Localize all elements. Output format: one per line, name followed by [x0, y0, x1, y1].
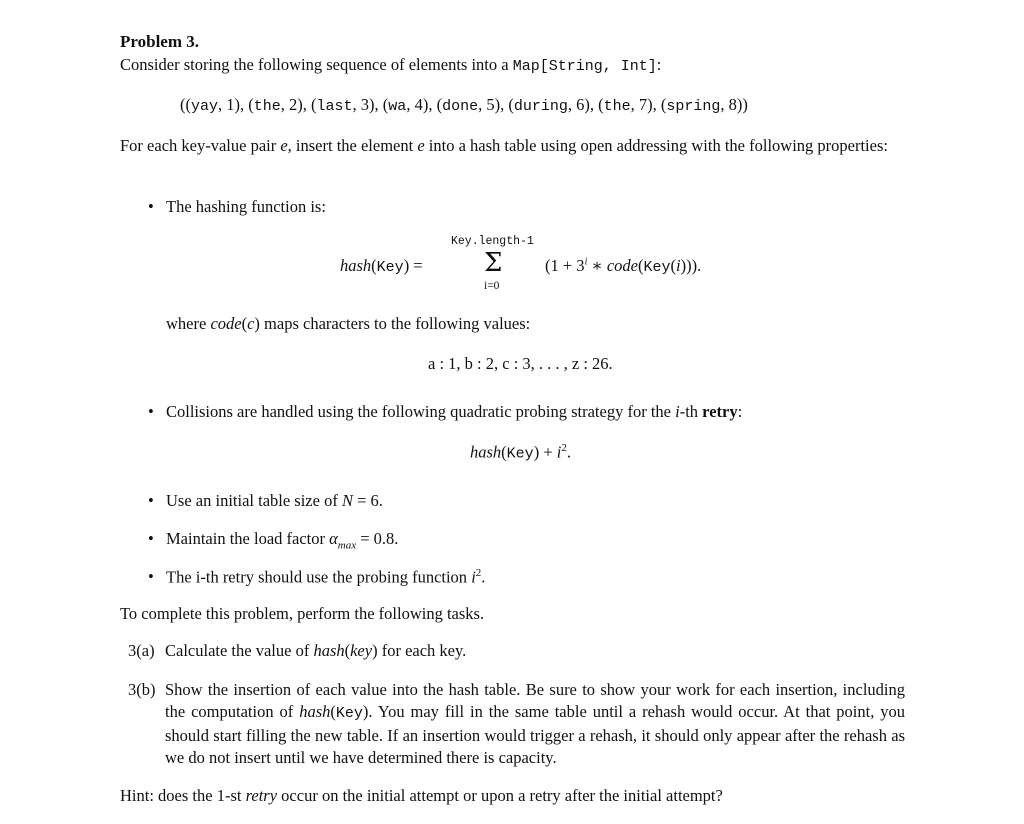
- sequence-pair: (the, 7): [598, 95, 653, 115]
- sequence-pair: (the, 2): [248, 95, 303, 115]
- bullet5-exp: 2: [475, 567, 482, 579]
- pair-value: 7: [638, 95, 648, 114]
- para1-post: into a hash table using open addressing with the following properties:: [428, 136, 888, 155]
- bullet2-bold: retry: [702, 402, 738, 421]
- where-fn: code: [210, 314, 242, 333]
- hint: [120, 785, 723, 807]
- formula-lhs: hash(Key) =: [340, 256, 423, 276]
- intro-line: [120, 54, 661, 77]
- where-pre: where: [166, 314, 207, 333]
- probe-plus: +: [543, 442, 553, 462]
- formula-term-pre: (1 + 3: [545, 256, 585, 275]
- bullet5-end: .: [481, 567, 486, 587]
- task-a-pre: Calculate the value of: [165, 641, 310, 660]
- pair-key: spring: [666, 98, 721, 115]
- probe-var: i: [556, 442, 562, 462]
- task-b-body: Show the insertion of each value into the hash table. Be sure to show your work for each insertion, including the computation of hash(Key). You may fill in the same table until a rehash would occur. At that point, you should start filling the new table. If an insertion would trigger a rehash, it should only appear after the rehash as we do not insert until we have determined there is capacity.: [165, 680, 906, 767]
- bullet2-mid: -th: [679, 402, 699, 421]
- intro-paragraph: [120, 135, 905, 157]
- task-b-post: . You may fill in the same table until a rehash would occur. At that point, you should start filling the new table. If an insertion would trigger a rehash, it should only appear after the rehash as we do not insert until we have determined there is capacity.: [165, 702, 906, 767]
- bullet-collisions: [166, 401, 742, 423]
- bullet-load-factor: [166, 528, 398, 553]
- intro-type: Map[String, Int]: [512, 58, 657, 75]
- bullet1-text: The hashing function is:: [166, 197, 326, 216]
- intro-colon: :: [656, 55, 662, 74]
- task-a-fn: hash: [313, 641, 345, 660]
- where-line: where code(c) maps characters to the following values:: [166, 314, 531, 333]
- pair-value: 2: [289, 95, 298, 114]
- where-post: maps characters to the following values:: [264, 314, 531, 333]
- hint-post: occur on the initial attempt or upon a retry after the initial attempt?: [281, 786, 723, 805]
- para1-mid: , insert the element: [287, 136, 414, 155]
- formula-term: ($1 + 3^i$ ∗ code(Key(i))).: [545, 256, 702, 276]
- bullet2-post: :: [737, 402, 743, 421]
- problem-title: Problem 3.: [120, 32, 200, 51]
- probe-formula: hash(Key) + $i^2$.: [470, 442, 571, 463]
- bullet3-post: = 6.: [352, 491, 383, 510]
- probe-fn: hash: [470, 442, 502, 462]
- bullet5-var: i: [471, 567, 476, 587]
- pair-value: 5: [486, 95, 495, 114]
- pair-value: 4: [414, 95, 423, 114]
- pair-value: 3: [360, 95, 370, 114]
- formula-term-post: ))).: [680, 256, 702, 275]
- task-a-body: Calculate the value of hash(key) for each key.: [165, 641, 467, 660]
- para1-var2: e: [417, 136, 425, 155]
- task-b-arg: Key: [335, 705, 363, 723]
- hint-em: retry: [245, 786, 278, 805]
- para1-var1: e: [280, 136, 288, 155]
- pair-key: during: [513, 98, 568, 115]
- pair-key: the: [603, 98, 631, 115]
- sequence-pair: (done, 5): [436, 95, 501, 115]
- bullet5-pre: The i-th retry should use the probing function: [166, 567, 468, 587]
- sequence-pair: (wa, 4): [382, 95, 429, 115]
- bullet4-post: = 0.8.: [356, 529, 399, 548]
- bullet4-var: α: [329, 529, 338, 548]
- bullet4-pre: Maintain the load factor: [166, 529, 325, 548]
- bullet-table-size: [166, 490, 383, 512]
- bullet3-var: N: [341, 491, 353, 510]
- where-arg: c: [247, 314, 255, 333]
- pair-key: wa: [388, 98, 407, 115]
- formula-term-exp: i: [584, 256, 588, 268]
- bullet2-var: i: [675, 402, 680, 421]
- bullet-probing-function: [166, 566, 485, 589]
- probe-exp: 2: [561, 442, 567, 454]
- pair-value: 8: [728, 95, 737, 114]
- bullet3-pre: Use an initial table size of: [166, 491, 338, 510]
- sequence-pair: (yay, 1): [185, 95, 241, 115]
- intro-text: Consider storing the following sequence of elements into a: [120, 55, 509, 74]
- task-b-pre: Show the insertion of each value into the hash table. Be sure to show your work for each insertion, including the computation of: [165, 680, 905, 722]
- formula-lhs-fn: hash: [340, 256, 372, 275]
- formula-term-mid: ∗: [587, 256, 607, 275]
- bullet4-sub: max: [337, 539, 357, 552]
- sequence-pair: (last, 3): [311, 95, 375, 115]
- probe-arg: Key: [506, 445, 534, 463]
- task-a-post: for each key.: [381, 641, 467, 660]
- sequence-pair: (during, 6): [508, 95, 590, 115]
- pair-value: 1: [226, 95, 235, 114]
- tasks-intro: To complete this problem, perform the following tasks.: [120, 604, 485, 623]
- probe-end: .: [566, 442, 571, 462]
- pair-key: done: [442, 98, 479, 115]
- para1-pre: For each key-value pair: [120, 136, 277, 155]
- sequence-open-paren: (: [180, 95, 186, 114]
- task-b-fn: hash: [299, 702, 331, 722]
- character-mapping: a : 1, b : 2, c : 3, . . . , z : 26.: [428, 354, 613, 373]
- formula-code-idx: i: [675, 256, 681, 275]
- formula-lower-bound: i=0: [484, 280, 500, 292]
- sequence-pair: (spring, 8): [660, 95, 743, 115]
- formula-code-fn: code: [606, 256, 638, 275]
- sequence-close-paren: ): [742, 95, 748, 114]
- pair-key: yay: [191, 98, 219, 115]
- hint-pre: Hint: does the 1-st: [120, 786, 242, 805]
- bullet2-pre: Collisions are handled using the following quadratic probing strategy for the: [166, 402, 671, 421]
- formula-lhs-arg: Key: [376, 259, 404, 276]
- pair-key: last: [316, 98, 353, 115]
- pair-value: 6: [576, 95, 585, 114]
- formula-sum-symbol: Σ: [484, 248, 503, 278]
- bullet-hash-function: [166, 196, 326, 218]
- formula-upper-bound: Key.length-1: [451, 235, 534, 248]
- task-a-label: 3(a): [128, 641, 155, 660]
- formula-code-arg: Key: [643, 259, 671, 276]
- task-a-arg: key: [350, 641, 373, 660]
- element-sequence: ((yay, 1), (the, 2), (last, 3), (wa, 4), (done, 5), (during, 6), (the, 7), (spring, 8)): [180, 95, 748, 115]
- pair-key: the: [253, 98, 281, 115]
- task-b-label: 3(b): [128, 680, 156, 699]
